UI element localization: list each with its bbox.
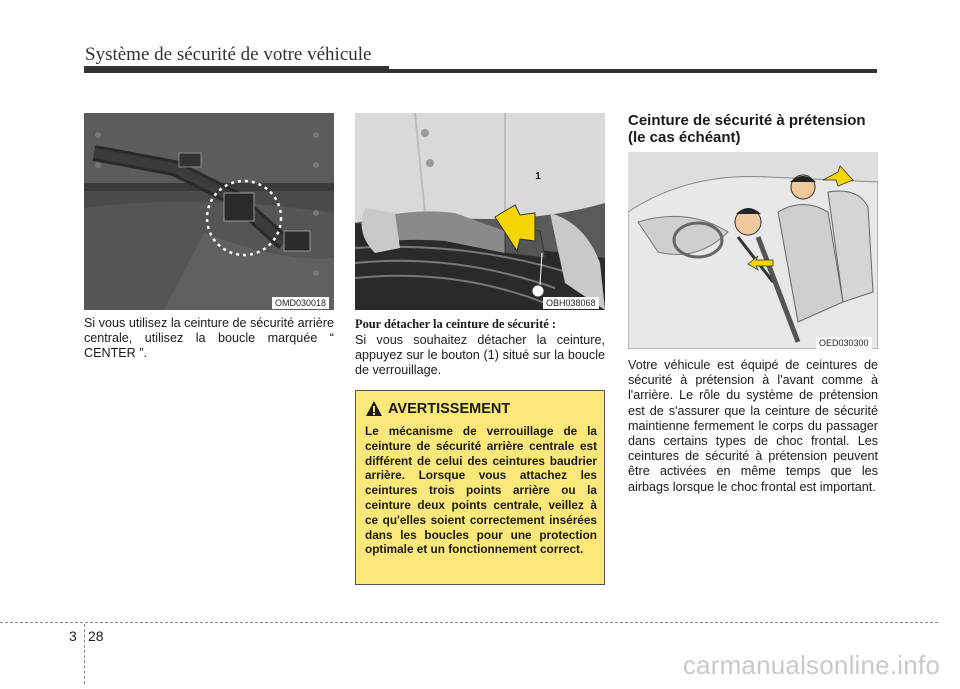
release-paragraph: Si vous souhaitez détacher la ceinture, appuyez sur le bouton (1) situé sur la boucle de verrouillage. [355, 333, 605, 378]
center-belt-paragraph: Si vous utilisez la ceinture de sécurité arrière centrale, utilisez la boucle marquée “ CENTER ”. [84, 316, 334, 361]
warning-text: Le mécanisme de verrouillage de la ceinture de sécurité arrière centrale est différent de celui des ceintures baudrier arrière. Lorsque vous attachez les ceintures trois points arrière ou la ceinture deux points centrale, veillez à ce qu'elles soient correctement insérées dans les boucles pour une protection optimale et un fonctionnement correct. [365, 424, 597, 557]
pretensioner-heading: Ceinture de sécurité à prétension (le cas échéant) [628, 112, 866, 146]
header-rule [84, 69, 877, 73]
callout-number: 1 [535, 171, 541, 182]
warning-title: AVERTISSEMENT [388, 401, 511, 417]
footer-divider [84, 624, 85, 684]
page-number: 28 [88, 628, 104, 644]
center-belt-photo [84, 113, 334, 310]
figure-code-left: OMD030018 [272, 297, 329, 309]
footer-rule [0, 622, 938, 623]
figure-code-middle: OBH038068 [543, 297, 599, 309]
chapter-number: 3 [69, 628, 77, 644]
warning-box [355, 390, 605, 585]
warning-triangle-icon [365, 400, 383, 422]
page-header-title: Système de sécurité de votre véhicule [85, 44, 372, 65]
release-caption: Pour détacher la ceinture de sécurité : [355, 317, 556, 331]
pretensioner-illustration [628, 152, 878, 349]
watermark: carmanualsonline.info [682, 650, 940, 680]
buckle-release-photo [355, 113, 605, 310]
pretensioner-paragraph: Votre véhicule est équipé de ceintures de sécurité à prétension à l'avant comme à l'arrière. Le rôle du système de prétension est de s'assurer que la ceinture de sécurité maintienne fermement le corps du passager dans certains types de choc frontal. Les ceintures de sécurité à prétension peuvent être activées en même temps que les airbags lorsque le choc frontal est important. [628, 358, 878, 494]
figure-code-right: OED030300 [816, 337, 872, 349]
